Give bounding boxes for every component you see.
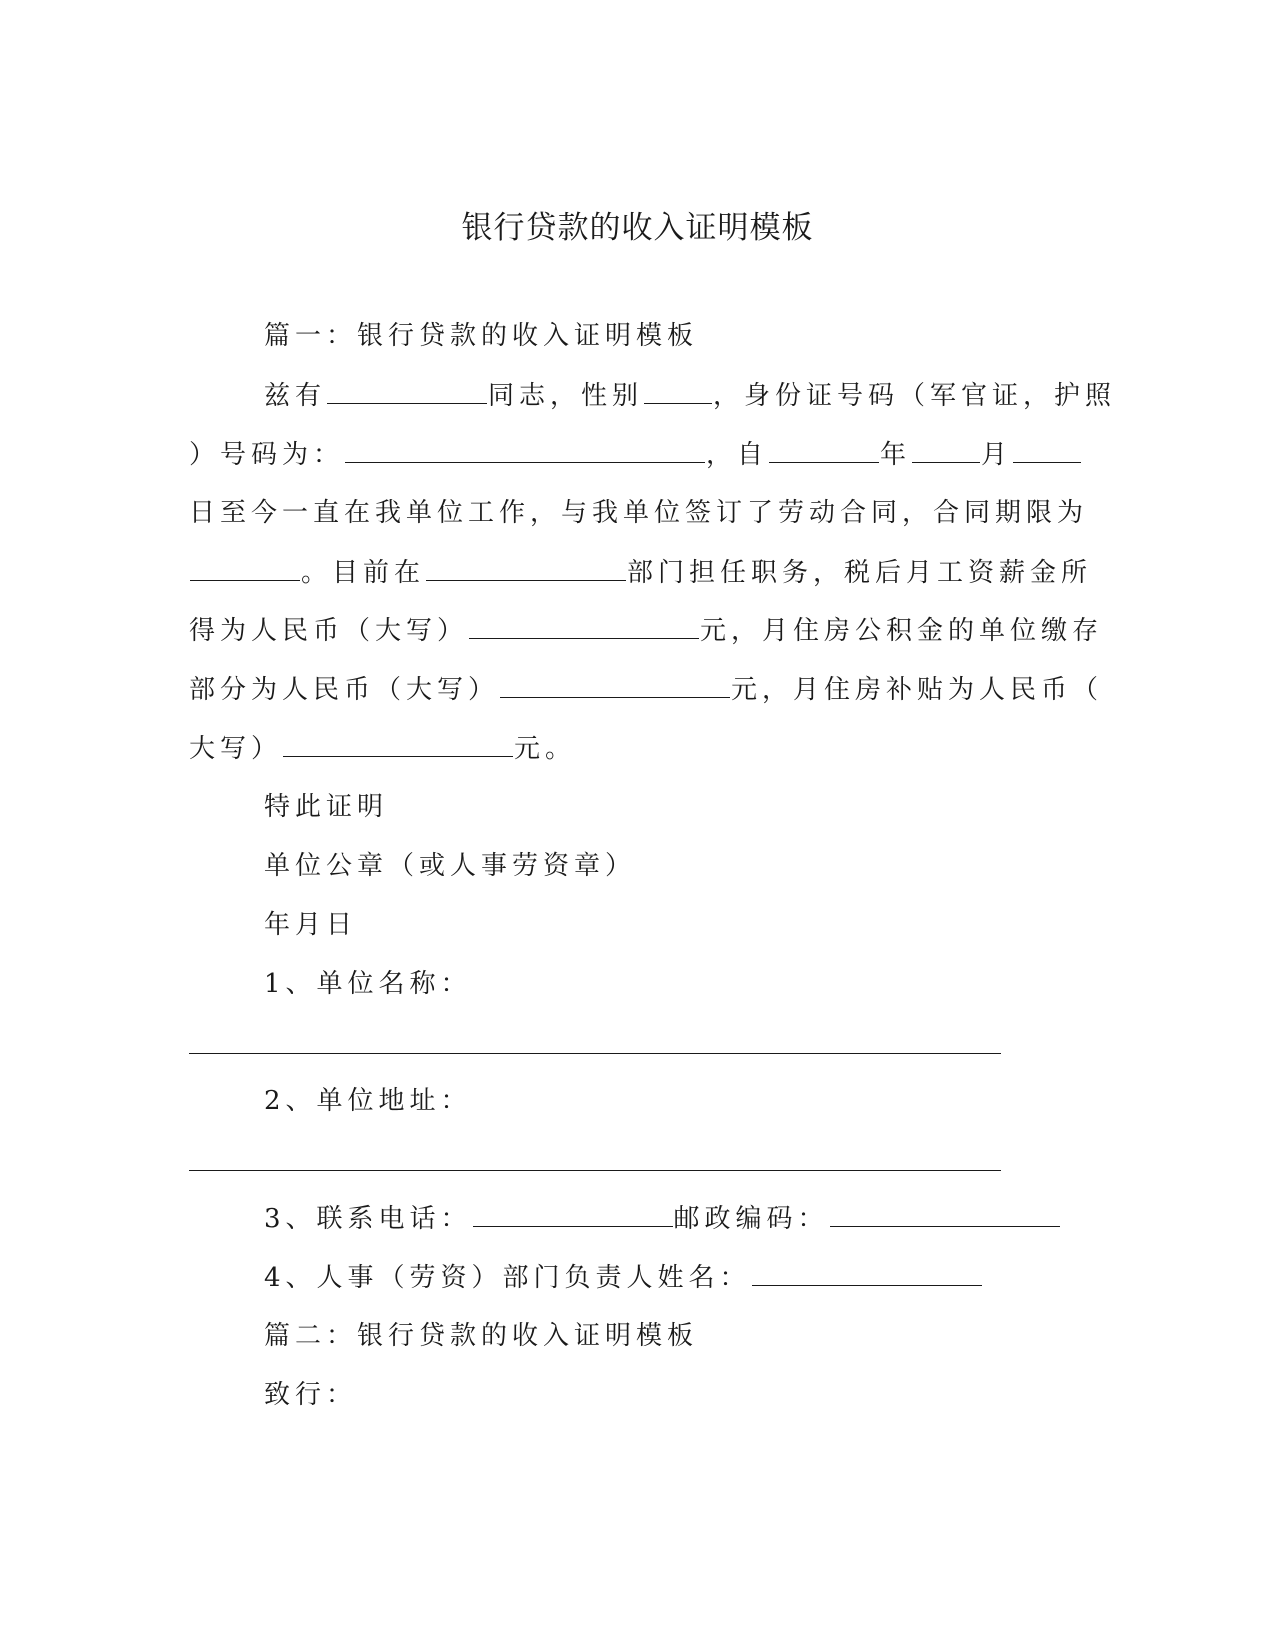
salutation-text: 致行： [264, 1380, 358, 1410]
text-segment: 月 [981, 440, 1013, 470]
name-blank [327, 377, 487, 404]
year-blank [769, 436, 879, 463]
seal-text: 单位公章（或人事劳资章） [264, 851, 637, 881]
text-segment: ）号码为： [189, 440, 345, 470]
text-segment: 元，月住房公积金的单位缴存 [700, 616, 1104, 646]
day-blank [1013, 436, 1081, 463]
paragraph-line-1 [264, 377, 1116, 414]
text-segment: ，自 [706, 440, 769, 470]
company-address-line [189, 1170, 1001, 1171]
certify-text: 特此证明 [264, 792, 389, 822]
text-segment: 4、人事（劳资）部门负责人姓名： [264, 1263, 751, 1293]
housing-subsidy-blank [283, 730, 513, 757]
month-blank [912, 436, 980, 463]
housing-fund-blank [500, 671, 730, 698]
section2-heading: 篇二：银行贷款的收入证明模板 [264, 1321, 699, 1351]
paragraph-line-6 [189, 671, 1103, 708]
item-contact [264, 1200, 1061, 1237]
department-blank [426, 554, 626, 581]
paragraph-line-3: 日至今一直在我单位工作，与我单位签订了劳动合同，合同期限为 [189, 498, 1089, 528]
document-title: 银行贷款的收入证明模板 [461, 210, 814, 246]
text-segment: ，身份证号码（军官证，护照 [713, 381, 1117, 411]
text-segment: 3、联系电话： [264, 1204, 472, 1234]
text-segment: 元，月住房补贴为人民币（ [731, 675, 1104, 705]
paragraph-line-4 [189, 554, 1092, 591]
text-segment: 兹有 [264, 381, 327, 411]
text-segment: 年 [880, 440, 912, 470]
text-segment: 部门担任职务，税后月工资薪金所 [627, 558, 1093, 588]
text-segment: 邮政编码： [673, 1204, 829, 1234]
section1-heading: 篇一：银行贷款的收入证明模板 [264, 321, 699, 351]
postal-code-blank [830, 1200, 1060, 1227]
item-company-address: 2、单位地址： [264, 1086, 472, 1116]
salary-blank [469, 612, 699, 639]
phone-blank [473, 1200, 673, 1227]
id-number-blank [345, 436, 705, 463]
item-hr-manager [264, 1259, 983, 1296]
paragraph-line-5 [189, 612, 1103, 649]
paragraph-line-2 [189, 436, 1082, 473]
text-segment: 。目前在 [301, 558, 426, 588]
item-company-name: 1、单位名称： [264, 969, 472, 999]
hr-manager-blank [752, 1259, 982, 1286]
date-text: 年月日 [264, 910, 358, 940]
contract-term-blank [190, 554, 300, 581]
text-segment: 得为人民币（大写） [189, 616, 469, 646]
text-segment: 同志，性别 [488, 381, 644, 411]
gender-blank [644, 377, 712, 404]
text-segment: 大写） [189, 734, 283, 764]
company-name-line [189, 1053, 1001, 1054]
text-segment: 元。 [514, 734, 577, 764]
paragraph-line-7 [189, 730, 576, 767]
text-segment: 部分为人民币（大写） [189, 675, 500, 705]
